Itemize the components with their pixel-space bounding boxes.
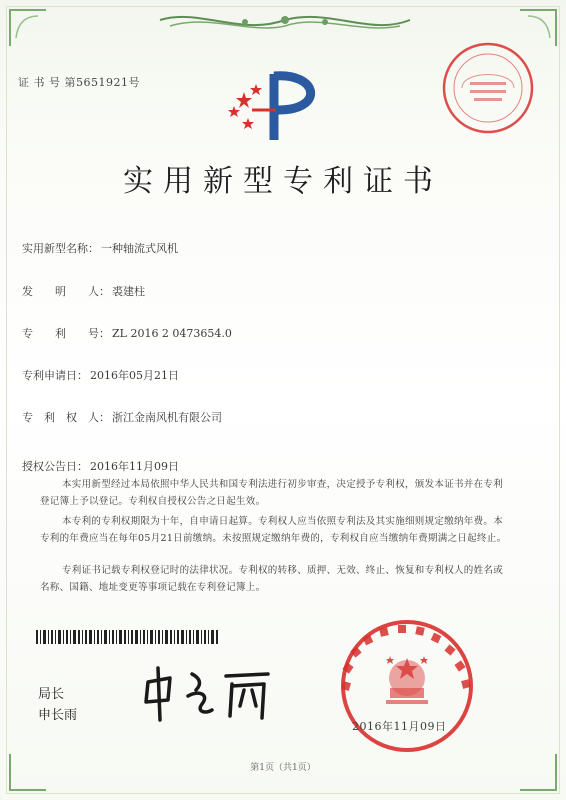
field-value: 浙江金南风机有限公司 xyxy=(112,411,222,424)
field-value: ZL 2016 2 0473654.0 xyxy=(112,327,232,340)
field-label: 专利申请日： xyxy=(22,369,88,382)
field-label: 实用新型名称： xyxy=(22,242,99,255)
field-grant-date xyxy=(22,458,179,474)
field-value: 一种轴流式风机 xyxy=(101,242,178,255)
field-patent-number xyxy=(22,325,232,341)
field-label: 专 利 号： xyxy=(22,327,110,340)
body-paragraph-1: 本实用新型经过本局依照中华人民共和国专利法进行初步审查，决定授予专利权，颁发本证书并在专利登记簿上予以登记。专利权自授权公告之日起生效。 xyxy=(40,479,504,507)
director-title: 局长 xyxy=(38,687,65,702)
field-inventor xyxy=(22,283,145,299)
field-value: 2016年11月09日 xyxy=(90,460,179,473)
field-patentee xyxy=(22,409,222,425)
certificate-number: 证 书 号 第5651921号 xyxy=(18,76,140,89)
field-label: 专 利 权 人： xyxy=(22,411,110,424)
page-footer: 第1页（共1页） xyxy=(250,763,316,773)
corner-ornament-tl xyxy=(8,8,48,48)
field-value: 2016年05月21日 xyxy=(90,369,179,382)
top-seal-stamp-icon xyxy=(440,40,536,136)
seal-date: 2016年11月09日 xyxy=(352,720,447,733)
patent-office-logo-icon xyxy=(222,66,332,146)
certificate-title: 实用新型专利证书 xyxy=(123,164,443,199)
field-filing-date xyxy=(22,367,179,383)
body-paragraph-2: 本专利的专利权期限为十年，自申请日起算。专利权人应当依照专利法及其实施细则规定缴纳年费。本专利的年费应当在每年05月21日前缴纳。未按照规定缴纳年费的，专利权自应当缴纳年费期满之日起终止。 xyxy=(40,516,507,544)
director-name: 申长雨 xyxy=(38,708,78,723)
field-value: 裘建柱 xyxy=(112,285,145,298)
barcode-icon xyxy=(36,630,218,644)
field-label: 授权公告日： xyxy=(22,460,88,473)
field-label: 发 明 人： xyxy=(22,285,110,298)
body-paragraph-3: 专利证书记载专利权登记时的法律状况。专利权的转移、质押、无效、终止、恢复和专利权人的姓名或名称、国籍、地址变更等事项记载在专利登记簿上。 xyxy=(40,565,504,593)
top-ornament xyxy=(150,6,420,38)
handwritten-signature-icon xyxy=(140,660,280,730)
field-utility-model-name xyxy=(22,240,178,256)
